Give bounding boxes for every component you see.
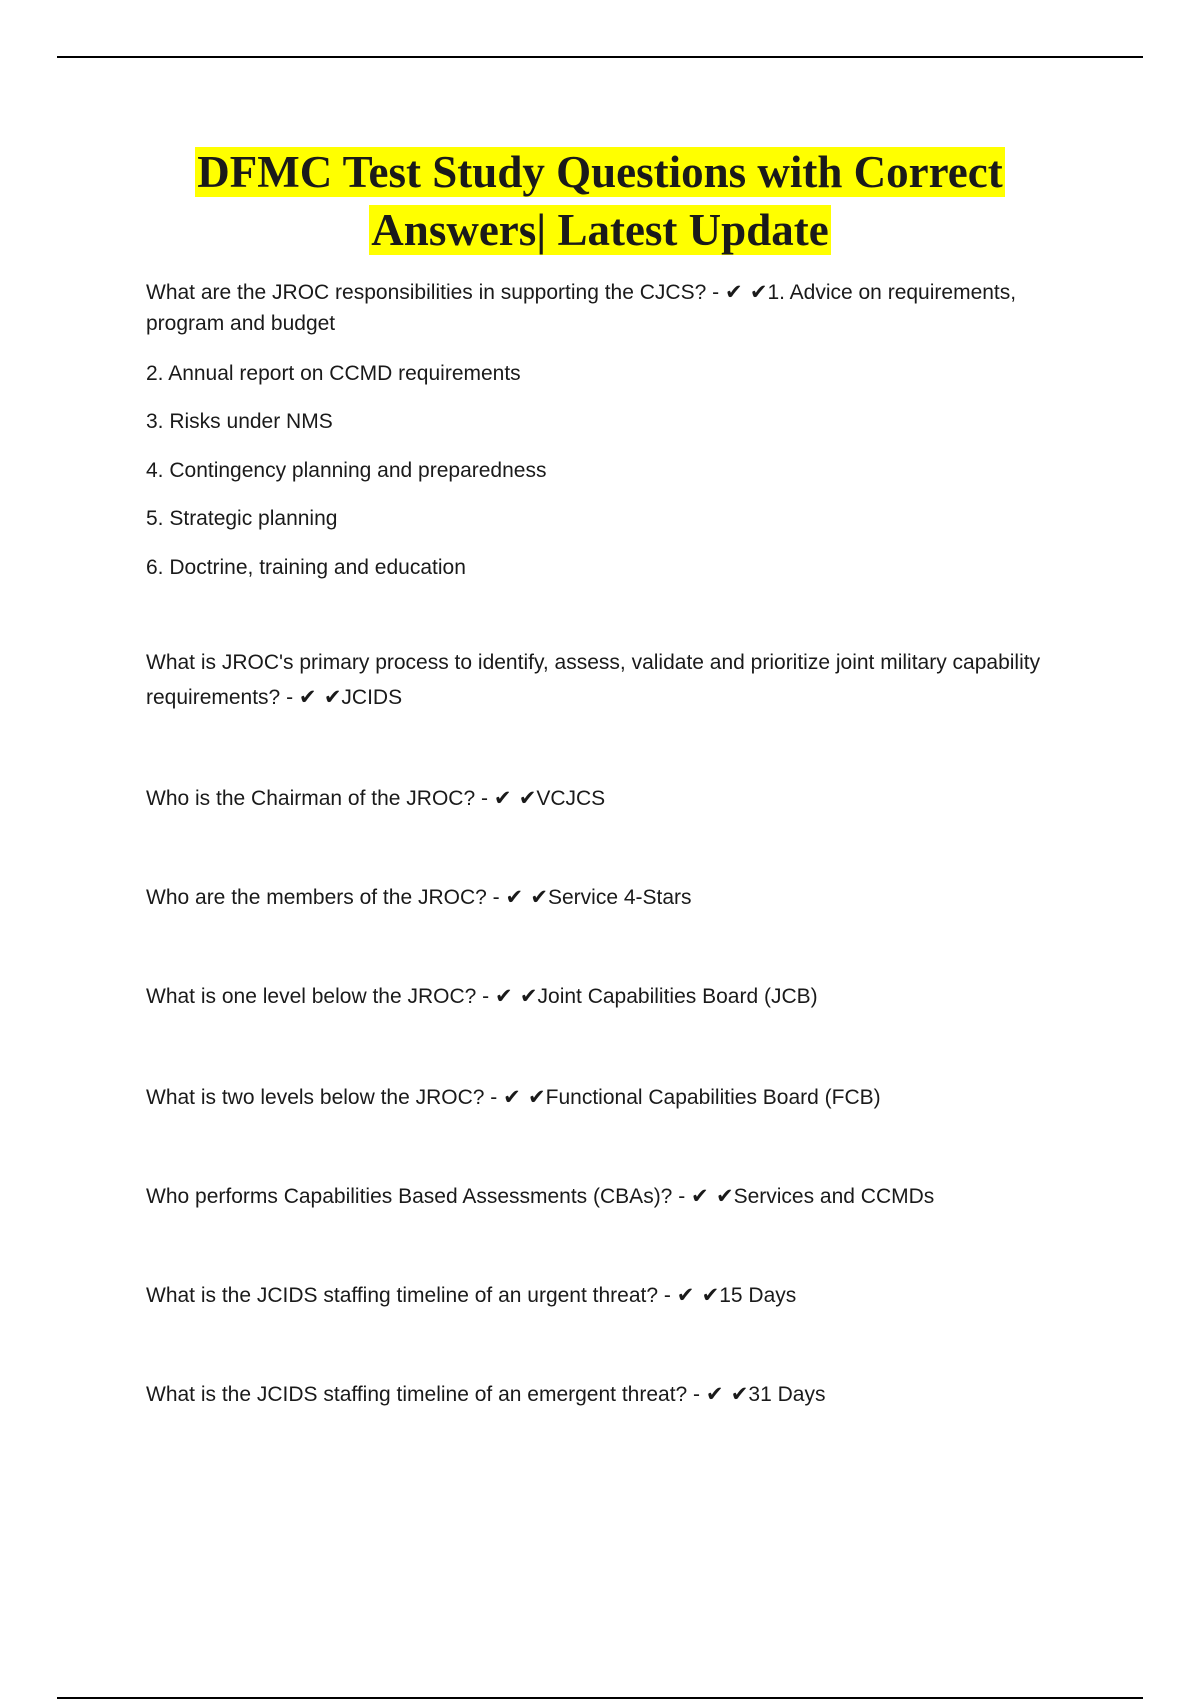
question-text: What are the JROC responsibilities in supporting the CJCS? -: [146, 281, 720, 304]
title-line-1: DFMC Test Study Questions with Correct: [197, 147, 1003, 197]
checkmark-icon: ✔ ✔: [503, 1085, 546, 1109]
qa-item-9: [146, 1377, 1086, 1412]
qa-item-4: [146, 880, 1086, 915]
answer-text: VCJCS: [536, 787, 606, 810]
question-text: Who are the members of the JROC? -: [146, 886, 500, 909]
qa-item-7: [146, 1179, 1086, 1214]
qa-item-6: [146, 1080, 1086, 1115]
bottom-rule: [57, 1697, 1143, 1699]
checkmark-icon: ✔ ✔: [691, 1184, 734, 1208]
question-text: Who performs Capabilities Based Assessments (CBAs)? -: [146, 1185, 686, 1208]
answer-text: 31 Days: [748, 1383, 826, 1406]
checkmark-icon: ✔ ✔: [676, 1283, 720, 1307]
answer-text: 15 Days: [719, 1284, 797, 1307]
answer-list-item: 2. Annual report on CCMD requirements: [146, 362, 521, 385]
qa-item-1: [146, 277, 1086, 339]
answer-text: Joint Capabilities Board (JCB): [537, 985, 818, 1008]
title-line-2: Answers| Latest Update: [371, 205, 829, 255]
checkmark-icon: ✔ ✔: [495, 984, 538, 1008]
document-title: [0, 143, 1200, 259]
answer-list-item: 4. Contingency planning and preparedness: [146, 459, 547, 482]
qa-item-5: [146, 979, 1086, 1014]
answer-list-item: 6. Doctrine, training and education: [146, 556, 466, 579]
answer-text: 1. Advice on requirements, program and budget: [146, 281, 1017, 335]
qa-text: [146, 277, 1086, 339]
answer-text: JCIDS: [341, 686, 403, 709]
checkmark-icon: ✔ ✔: [724, 280, 768, 304]
answer-text: Functional Capabilities Board (FCB): [545, 1086, 881, 1109]
checkmark-icon: ✔ ✔: [298, 685, 342, 709]
answer-list-item: 3. Risks under NMS: [146, 410, 333, 433]
qa-item-2: [146, 646, 1086, 715]
question-text: What is one level below the JROC? -: [146, 985, 490, 1008]
answer-list-item: 5. Strategic planning: [146, 507, 338, 530]
checkmark-icon: ✔ ✔: [505, 885, 548, 909]
question-text: What is JROC's primary process to identify, assess, validate and prioritize joint military capability requirements? -: [146, 651, 1041, 709]
question-text: What is the JCIDS staffing timeline of an emergent threat? -: [146, 1383, 701, 1406]
question-text: Who is the Chairman of the JROC? -: [146, 787, 488, 810]
answer-text: Service 4-Stars: [548, 886, 692, 909]
question-text: What is the JCIDS staffing timeline of an urgent threat? -: [146, 1284, 671, 1307]
qa-item-3: [146, 781, 1086, 816]
checkmark-icon: ✔ ✔: [705, 1382, 749, 1406]
qa-item-8: [146, 1278, 1086, 1313]
top-rule: [57, 56, 1143, 58]
answer-text: Services and CCMDs: [733, 1185, 935, 1208]
question-text: What is two levels below the JROC? -: [146, 1086, 498, 1109]
checkmark-icon: ✔ ✔: [493, 786, 537, 810]
